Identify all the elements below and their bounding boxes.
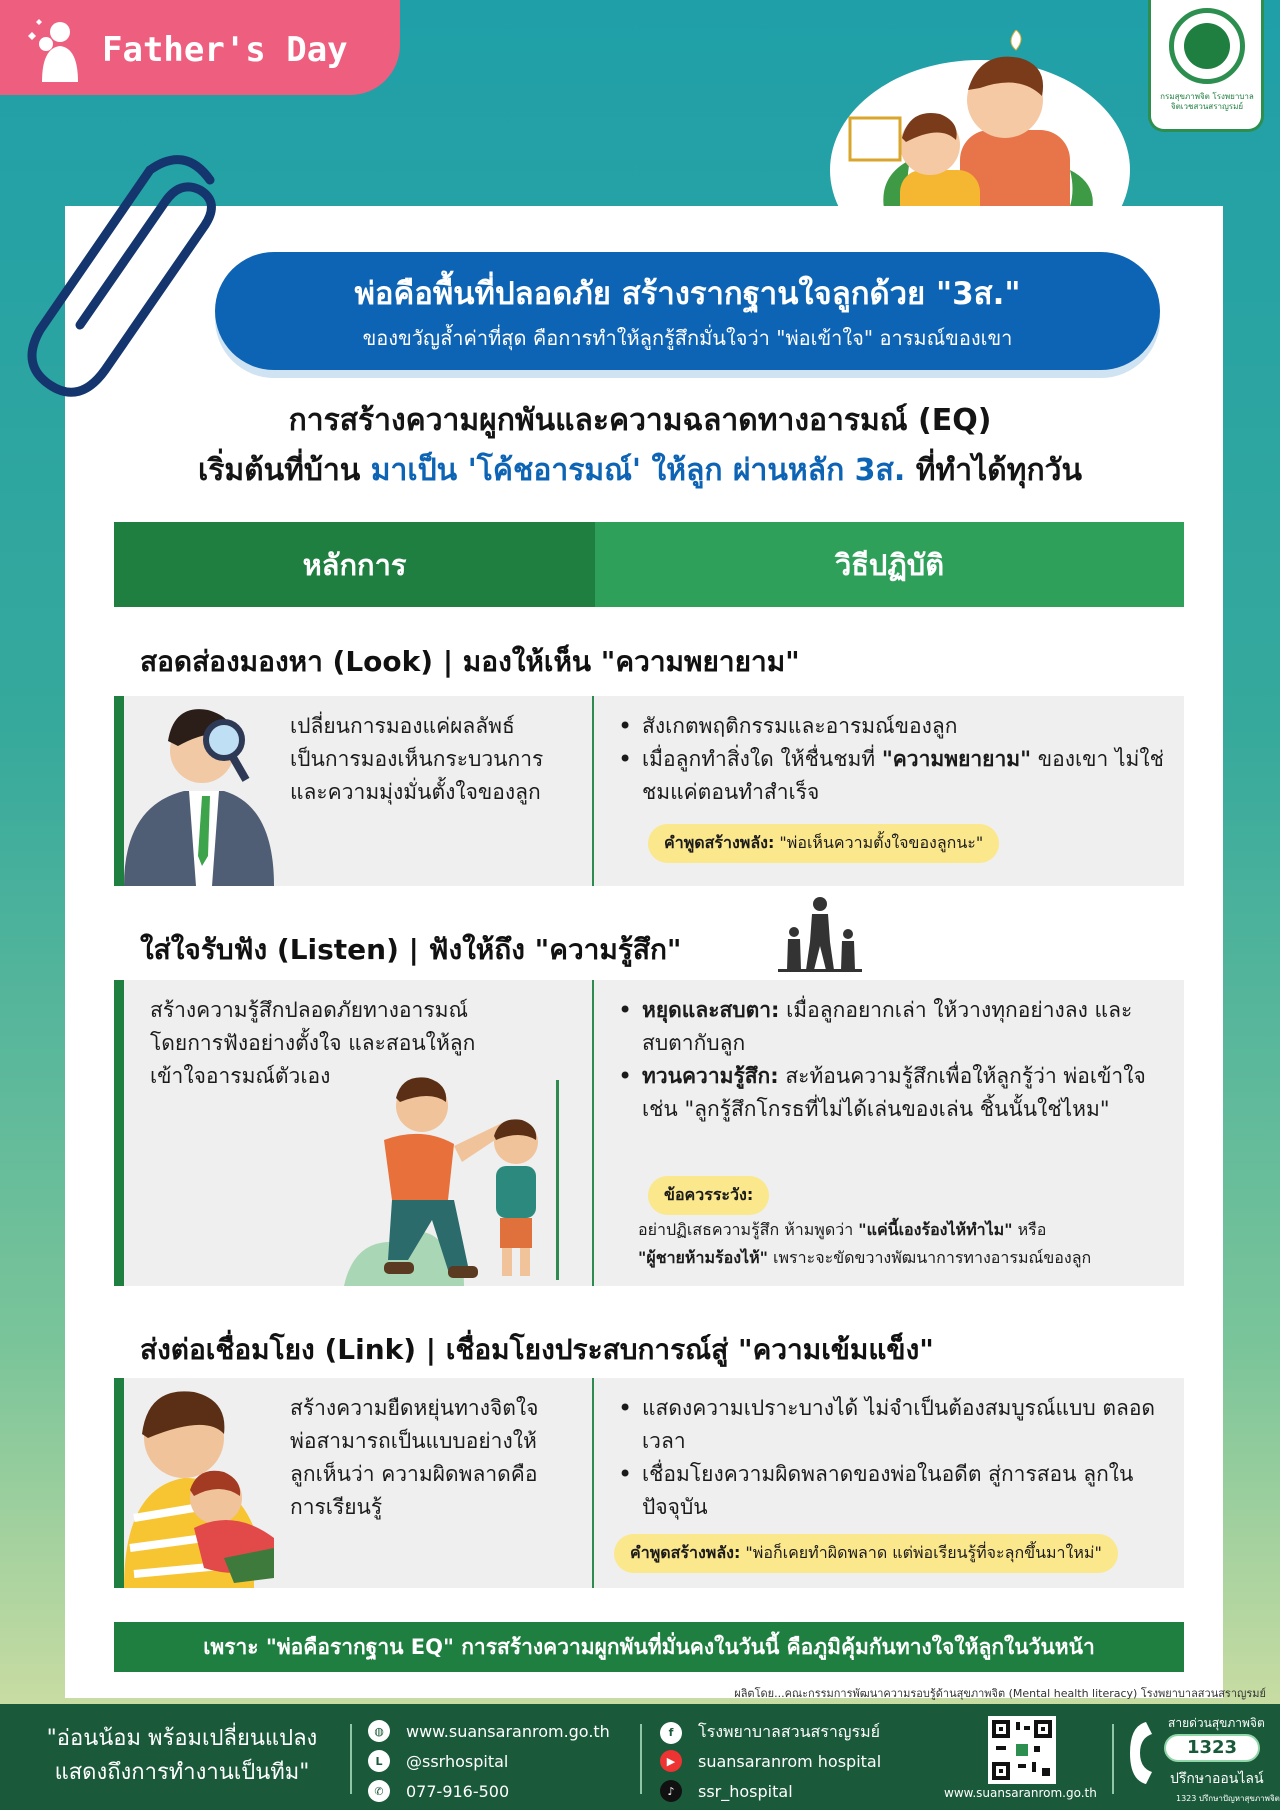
credit-line: ผลิตโดย...คณะกรรมการพัฒนาความรอบรู้ด้านสุขภาพจิต (Mental health literacy) โรงพยาบาลสวนสราญรมย์ <box>734 1687 1266 1700</box>
fathers-day-badge <box>0 0 400 95</box>
father-child-icon <box>22 14 92 84</box>
listen-bullet-2: • ทวนความรู้สึก: สะท้อนความรู้สึกเพื่อให้ลูกรู้ว่า พ่อเข้าใจ เช่น "ลูกรู้สึกโกรธที่ไม่ได้เล่นของเล่น ชิ้นนั้นใช่ไหม" <box>614 1060 1174 1126</box>
link-description: สร้างความยืดหยุ่นทางจิตใจ พ่อสามารถเป็นแบบอย่างให้ ลูกเห็นว่า ความผิดพลาดคือ การเรียนรู้ <box>290 1396 539 1519</box>
line-link[interactable]: L @ssrhospital <box>368 1750 508 1772</box>
father-hugging-child-illustration <box>124 1378 284 1588</box>
father-measuring-child-illustration <box>344 1070 584 1286</box>
section-title-look: สอดส่องมองหา (Look) | มองให้เห็น "ความพยายาม" <box>140 645 800 678</box>
qr-caption: www.suansaranrom.go.th <box>944 1786 1097 1800</box>
section-title-listen: ใส่ใจรับฟัง (Listen) | ฟังให้ถึง "ความรู้สึก" <box>140 933 682 966</box>
hotline-phone-icon <box>1126 1718 1160 1788</box>
magnifier-man-illustration <box>124 696 284 886</box>
youtube-icon: ▶ <box>660 1750 682 1772</box>
listen-practice-list <box>614 994 1174 1126</box>
paperclip-icon <box>20 150 240 410</box>
logo-seal <box>1169 8 1245 84</box>
family-walking-icon <box>774 894 864 972</box>
footer <box>0 1704 1280 1810</box>
look-power-phrase: คำพูดสร้างพลัง: "พ่อเห็นความตั้งใจของลูกนะ" <box>648 824 999 863</box>
look-bullet-2: • เมื่อลูกทำสิ่งใด ให้ชื่นชมที่ "ความพยายาม" ของเขา ไม่ใช่ชมแค่ตอนทำสำเร็จ <box>614 743 1174 809</box>
phone-icon: ✆ <box>368 1780 390 1802</box>
section-row-listen <box>114 980 1184 1286</box>
listen-caution-label: ข้อควรระวัง: <box>648 1176 769 1215</box>
headline <box>100 396 1180 496</box>
link-bullet-2: • เชื่อมโยงความผิดพลาดของพ่อในอดีต สู่การสอน ลูกในปัจจุบัน <box>614 1458 1174 1524</box>
badge-label: Father's Day <box>102 30 348 70</box>
column-header-principle: หลักการ <box>114 522 595 607</box>
ministry-logo <box>1148 0 1264 132</box>
section-row-look <box>114 696 1184 886</box>
line-icon: L <box>368 1750 390 1772</box>
hotline-online: ปรึกษาออนไลน์ <box>1170 1771 1264 1787</box>
tiktok-link[interactable]: ♪ ssr_hospital <box>660 1780 793 1802</box>
footer-slogan: "อ่อนน้อม พร้อมเปลี่ยนแปลง แสดงถึงการทำงานเป็นทีม" <box>46 1726 318 1785</box>
headline-line2: เริ่มต้นที่บ้าน มาเป็น 'โค้ชอารมณ์' ให้ลูก ผ่านหลัก 3ส. ที่ทำได้ทุกวัน <box>198 453 1082 488</box>
facebook-link[interactable]: f โรงพยาบาลสวนสราญรมย์ <box>660 1720 880 1745</box>
page-subtitle: ของขวัญล้ำค่าที่สุด คือการทำให้ลูกรู้สึกมั่นใจว่า "พ่อเข้าใจ" อารมณ์ของเขา <box>362 326 1013 350</box>
link-power-phrase: คำพูดสร้างพลัง: "พ่อก็เคยทำผิดพลาด แต่พ่อเรียนรู้ที่จะลุกขึ้นมาใหม่" <box>614 1534 1118 1573</box>
section-row-link <box>114 1378 1184 1588</box>
summary-banner: เพราะ "พ่อคือรากฐาน EQ" การสร้างความผูกพันที่มั่นคงในวันนี้ คือภูมิคุ้มกันทางใจให้ลูกในวันหน้า <box>114 1622 1184 1672</box>
look-practice-list <box>614 710 1174 809</box>
facebook-icon: f <box>660 1722 682 1744</box>
logo-caption: กรมสุขภาพจิต โรงพยาบาลจิตเวชสวนสราญรมย์ <box>1160 92 1254 111</box>
listen-caution-text: อย่าปฏิเสธความรู้สึก ห้ามพูดว่า "แค่นี้เองร้องไห้ทำไม" หรือ "ผู้ชายห้ามร้องไห้" เพราะจะขัดขวางพัฒนาการทางอารมณ์ของลูก <box>638 1220 1092 1267</box>
link-practice-list <box>614 1392 1174 1524</box>
hotline-facebook: 1323 ปรึกษาปัญหาสุขภาพจิต <box>1176 1794 1280 1803</box>
youtube-link[interactable]: ▶ suansaranrom hospital <box>660 1750 881 1772</box>
phone-link[interactable]: ✆ 077-916-500 <box>368 1780 509 1802</box>
tiktok-icon: ♪ <box>660 1780 682 1802</box>
look-description: เปลี่ยนการมองแค่ผลลัพธ์ เป็นการมองเห็นกระบวนการ และความมุ่งมั่นตั้งใจของลูก <box>290 714 544 804</box>
look-bullet-1: • สังเกตพฤติกรรมและอารมณ์ของลูก <box>614 710 1174 743</box>
listen-bullet-1: • หยุดและสบตา: เมื่อลูกอยากเล่า ให้วางทุกอย่างลง และสบตากับลูก <box>614 994 1174 1060</box>
website-link[interactable]: ◍ www.suansaranrom.go.th <box>368 1720 610 1742</box>
headline-line1: การสร้างความผูกพันและความฉลาดทางอารมณ์ (EQ) <box>288 403 992 438</box>
principles-table <box>114 522 1184 1672</box>
hotline-number[interactable]: 1323 <box>1164 1734 1260 1762</box>
qr-code[interactable] <box>988 1716 1056 1784</box>
listen-description: สร้างความรู้สึกปลอดภัยทางอารมณ์ โดยการฟังอย่างตั้งใจ และสอนให้ลูก เข้าใจอารมณ์ตัวเอง <box>150 998 476 1088</box>
page-title: พ่อคือพื้นที่ปลอดภัย สร้างรากฐานใจลูกด้วย "3ส." <box>354 276 1021 312</box>
section-title-link: ส่งต่อเชื่อมโยง (Link) | เชื่อมโยงประสบการณ์สู่ "ความเข้มแข็ง" <box>140 1333 934 1366</box>
headline-highlight: มาเป็น 'โค้ชอารมณ์' ให้ลูก ผ่านหลัก 3ส. <box>370 453 906 488</box>
hotline-label: สายด่วนสุขภาพจิต <box>1168 1716 1265 1730</box>
link-bullet-1: • แสดงความเปราะบางได้ ไม่จำเป็นต้องสมบูรณ์แบบ ตลอดเวลา <box>614 1392 1174 1458</box>
globe-icon: ◍ <box>368 1720 390 1742</box>
column-header-practice: วิธีปฏิบัติ <box>595 522 1184 607</box>
title-banner <box>215 252 1160 370</box>
